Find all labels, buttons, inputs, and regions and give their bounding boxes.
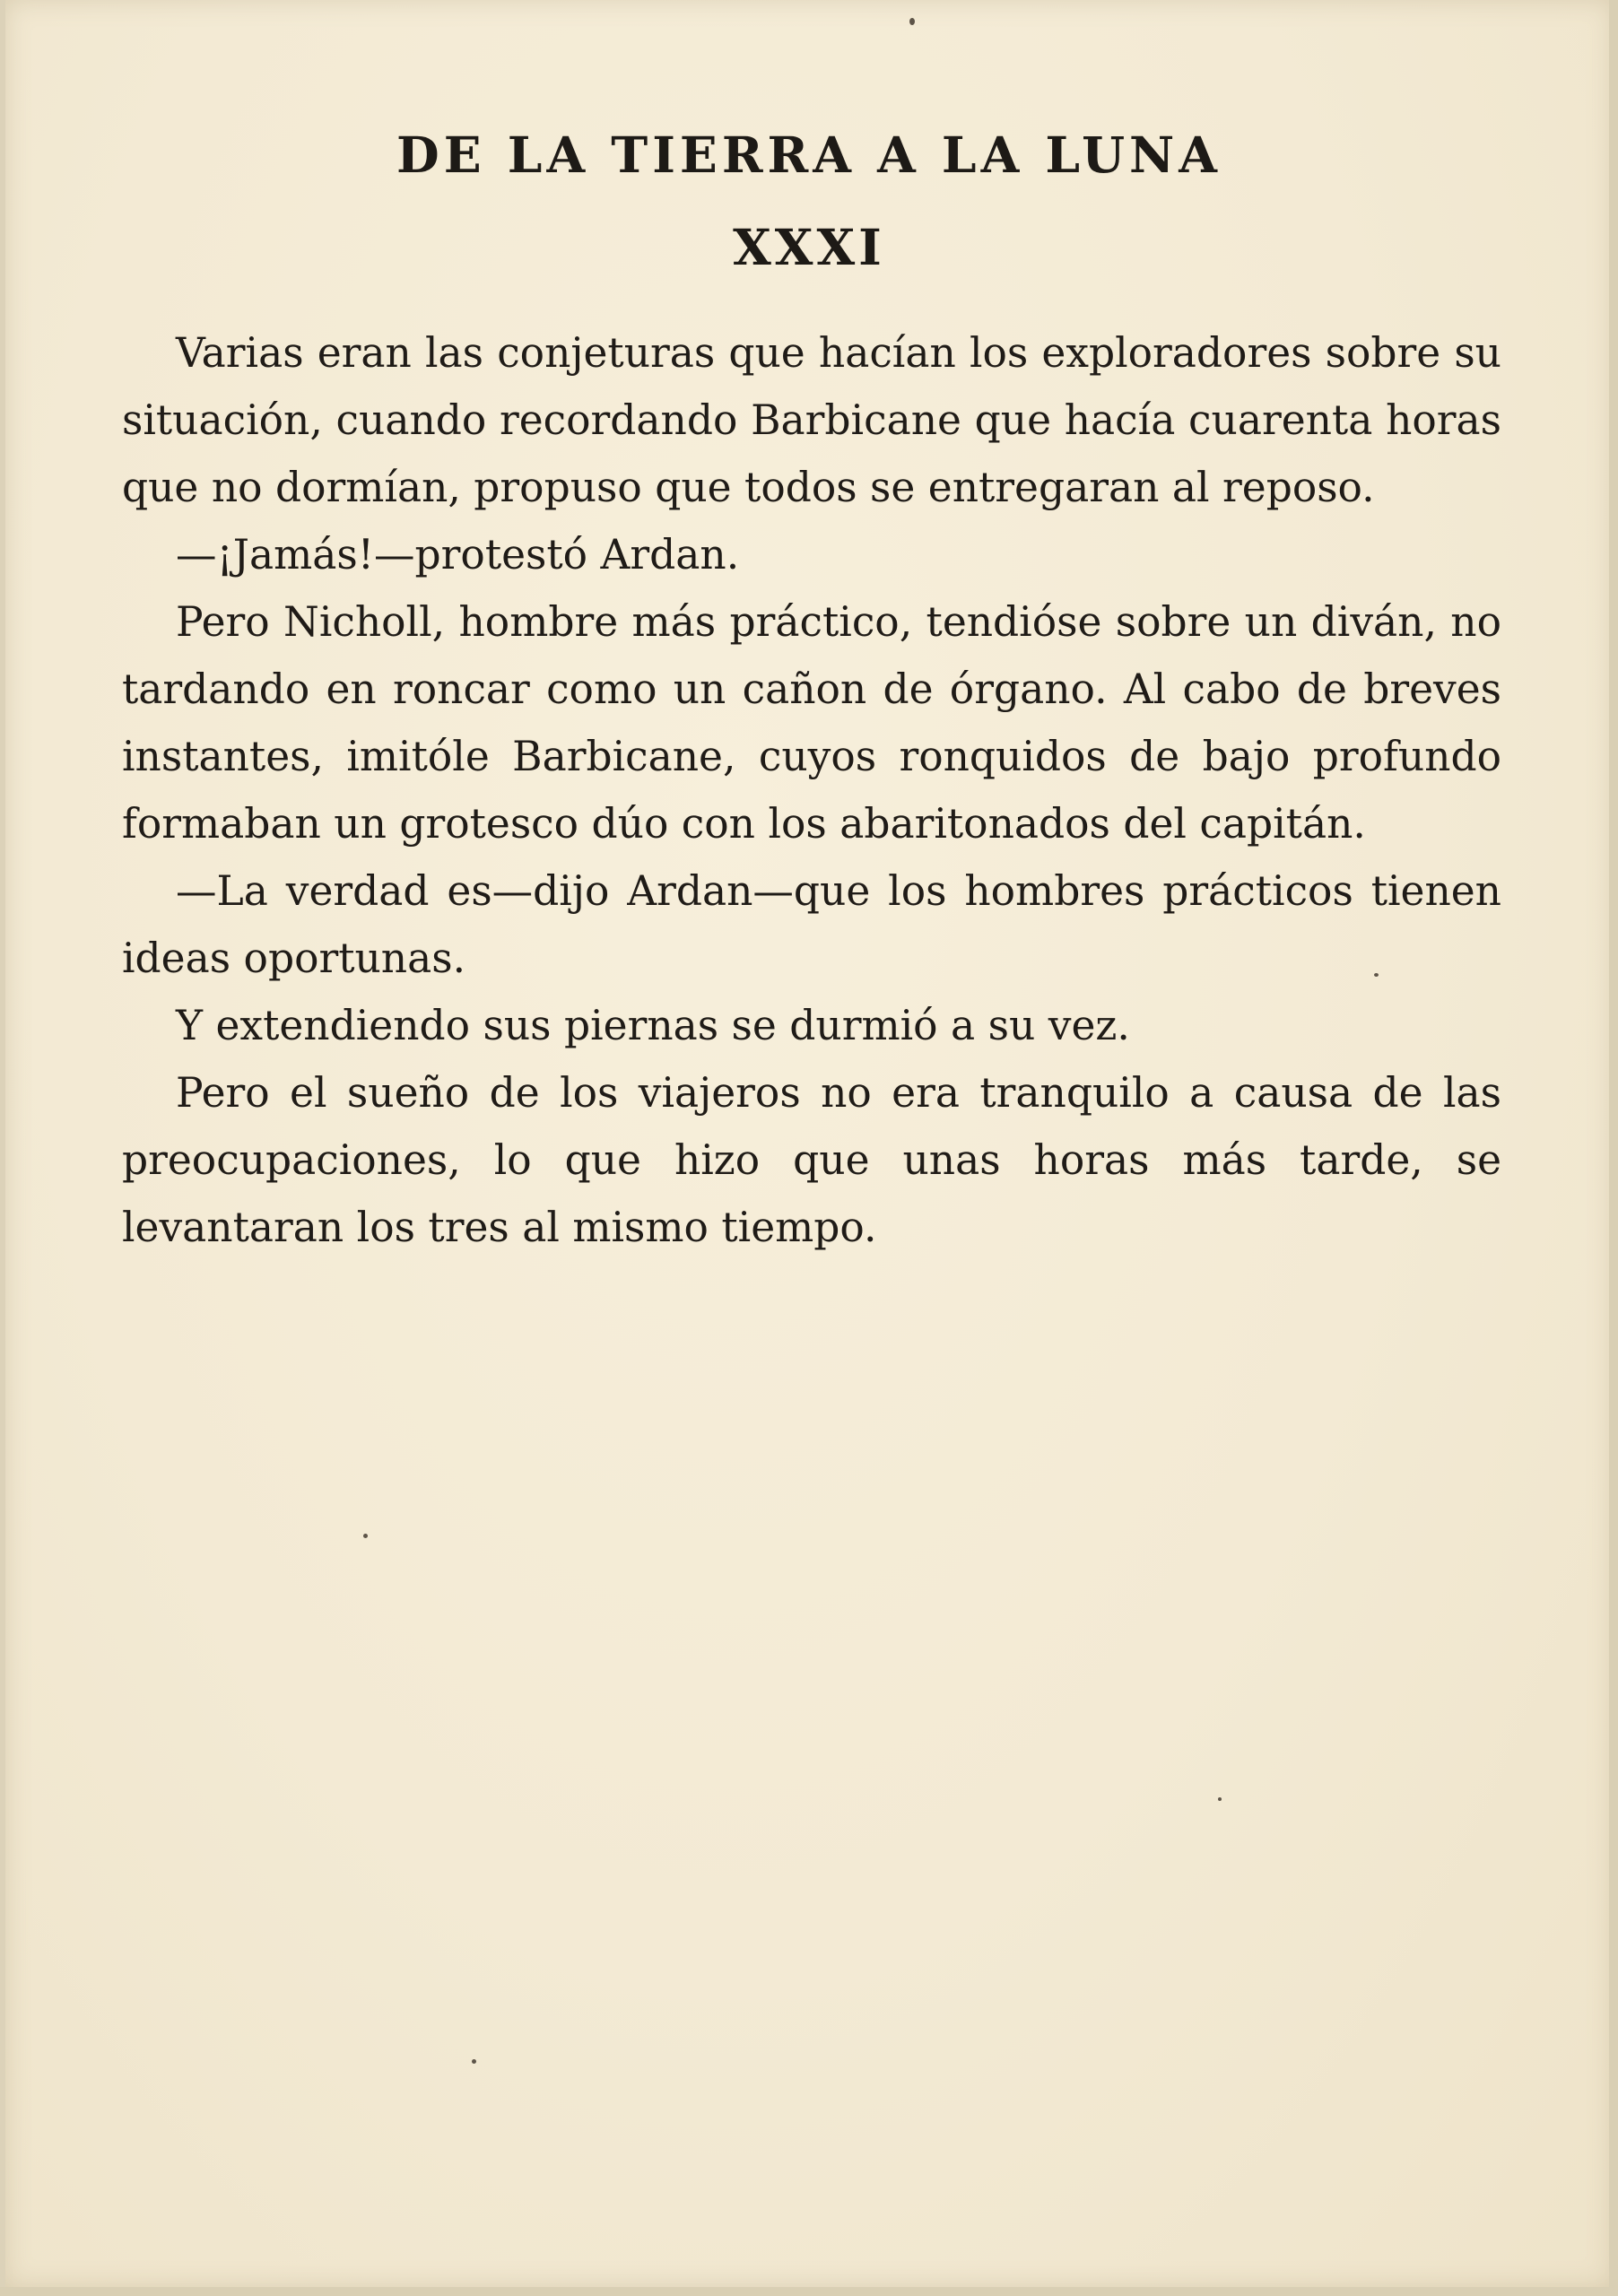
paragraph-5: Y extendiendo sus piernas se durmió a su vez. [176,1002,1130,1049]
paper-speck [472,2059,476,2064]
scan-edge-bottom [0,2287,1618,2296]
paragraph-2: —¡Jamás!—protestó Ardan. [176,531,740,578]
paragraph-1: Varias eran las conjeturas que hacían los exploradores sobre su situación, cuando recordando Barbicane que hacía cuarenta horas que no dormían, propuso que todos se entregaran al reposo. [122,329,1501,511]
scan-edge-right [1609,0,1618,2296]
paper-speck [1218,1797,1222,1801]
book-title: DE LA TIERRA A LA LUNA [396,126,1222,184]
paper-speck [1374,973,1379,977]
paragraph-6: Pero el sueño de los viajeros no era tranquilo a causa de las preocupaciones, lo que hizo que unas horas más tarde, se levantaran los tres al mismo tiempo. [122,1069,1501,1251]
paragraph-3: Pero Nicholl, hombre más práctico, tendióse sobre un diván, no tardando en roncar como un cañon de órgano. Al cabo de breves instantes, imitóle Barbicane, cuyos ronquidos de bajo profundo formaban un grotesco dúo con los abaritonados del capitán. [122,598,1501,848]
paper-speck [909,18,915,25]
paper-speck [363,1534,368,1538]
paragraph-4: —La verdad es—dijo Ardan—que los hombres prácticos tienen ideas oportunas. [122,867,1501,982]
chapter-text [122,319,1501,1261]
chapter-number: XXXI [733,218,885,276]
